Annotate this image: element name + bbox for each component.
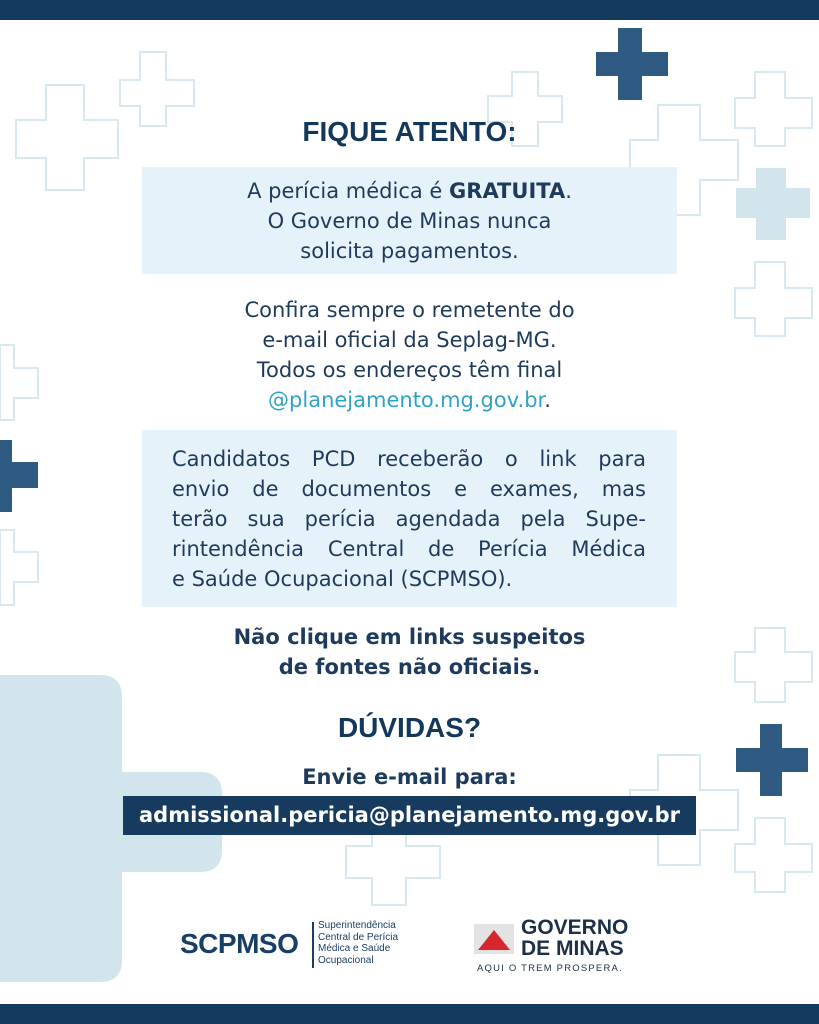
contact-email-link[interactable]: admissional.pericia@planejamento.mg.gov.br xyxy=(123,796,696,835)
bottom-bar xyxy=(0,1004,819,1024)
gov-tagline: AQUI O TREM PROSPERA. xyxy=(477,963,623,974)
outline-cross-icon xyxy=(0,530,38,605)
scpmso-subtitle-line: Ocupacional xyxy=(318,954,374,966)
gov-logo-line2: DE MINAS xyxy=(521,937,624,960)
free-notice-line2: O Governo de Minas nunca xyxy=(267,209,552,233)
free-notice-line3: solicita pagamentos. xyxy=(300,239,519,263)
scpmso-logo: SCPMSO xyxy=(180,928,299,959)
scpmso-subtitle xyxy=(318,920,428,966)
send-email-label: Envie e-mail para: xyxy=(302,765,517,789)
free-notice-line1-suffix: . xyxy=(565,179,572,203)
warning-line1: Não clique em links suspeitos xyxy=(233,625,586,649)
scpmso-subtitle-line: Central de Perícia xyxy=(318,931,399,943)
outline-cross-icon xyxy=(735,818,812,892)
free-notice-bold: GRATUITA xyxy=(449,179,566,203)
mountain-emblem-icon xyxy=(474,924,514,954)
questions-heading: DÚVIDAS? xyxy=(337,712,482,743)
attention-heading: FIQUE ATENTO: xyxy=(302,116,517,147)
pcd-line: e Saúde Ocupacional (SCPMSO). xyxy=(172,567,513,591)
medical-cross-icon xyxy=(596,28,668,100)
official-domain-link[interactable]: @planejamento.mg.gov.br xyxy=(268,388,545,412)
logo-divider xyxy=(312,922,314,968)
sender-notice-line1: Confira sempre o remetente do xyxy=(244,298,575,322)
pcd-line: terão sua perícia agendada pela Supe- xyxy=(172,507,646,531)
warning-text xyxy=(0,622,819,682)
free-notice-line1-prefix: A perícia médica é xyxy=(247,179,450,203)
warning-line2: de fontes não oficiais. xyxy=(278,655,541,679)
sender-notice-text xyxy=(0,295,819,415)
sender-notice-domain-suffix: . xyxy=(544,388,551,412)
scpmso-subtitle-line: Superintendência xyxy=(318,920,396,931)
pcd-notice-text xyxy=(172,444,646,594)
scpmso-subtitle-line: Médica e Saúde xyxy=(318,943,391,954)
medical-cross-icon xyxy=(0,440,38,512)
pcd-line: envio de documentos e exames, mas xyxy=(172,477,646,501)
outline-cross-icon xyxy=(120,52,194,126)
pcd-line: Candidatos PCD receberão o link para xyxy=(172,447,646,471)
pcd-line: rintendência Central de Perícia Médica xyxy=(172,537,646,561)
gov-logo-line1: GOVERNO xyxy=(521,916,629,939)
free-notice-text xyxy=(0,176,819,266)
sender-notice-line2: e-mail oficial da Seplag-MG. xyxy=(262,328,557,352)
sender-notice-line3: Todos os endereços têm final xyxy=(256,358,563,382)
